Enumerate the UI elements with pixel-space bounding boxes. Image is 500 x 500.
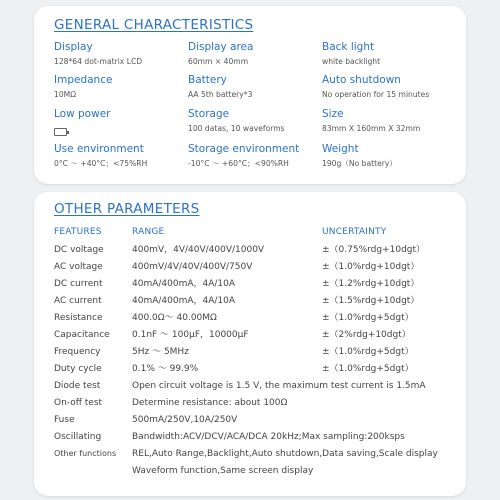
low-battery-icon: [54, 128, 67, 136]
spec-display: [54, 41, 194, 67]
spec-impedance: [54, 74, 194, 100]
table-row: [54, 412, 456, 428]
spec-label: Use environment: [54, 143, 144, 155]
feature-range: 40mA/400mA，4A/10A: [132, 279, 236, 289]
spec-value: No operation for 15 minutes: [322, 90, 430, 99]
table-row: [54, 463, 456, 479]
table-row: [54, 242, 456, 258]
spec-label: Display: [54, 41, 93, 53]
feature-name: Diode test: [54, 381, 101, 391]
feature-uncertainty: ±（1.0%rdg+5dgt）: [322, 313, 414, 323]
table-row: [54, 293, 456, 309]
spec-display-area: [188, 41, 328, 67]
feature-uncertainty: ±（1.2%rdg+10dgt）: [322, 279, 420, 289]
feature-name: DC current: [54, 279, 103, 289]
table-row: [54, 259, 456, 275]
feature-range: 0.1% ～ 99.9%: [132, 364, 199, 374]
table-row: [54, 446, 456, 462]
feature-range: 500mA/250V,10A/250V: [132, 415, 238, 425]
table-row: [54, 429, 456, 445]
header-features: FEATURES: [54, 227, 102, 237]
spec-battery: [188, 74, 328, 100]
spec-auto-shutdown: [322, 74, 462, 100]
spec-value: AA 5th battery*3: [188, 90, 253, 99]
spec-value: 128*64 dot-matrix LCD: [54, 57, 143, 66]
table-row: [54, 276, 456, 292]
table-row: [54, 361, 456, 377]
spec-label: Weight: [322, 143, 359, 155]
feature-uncertainty: ±（2%rdg+10dgt）: [322, 330, 411, 340]
feature-range: Bandwidth:ACV/DCV/ACA/DCA 20kHz;Max sampling:200ksps: [132, 432, 405, 442]
spec-storage: [188, 108, 328, 134]
feature-name: AC current: [54, 296, 102, 306]
feature-name: Other functions: [54, 449, 117, 458]
spec-size: [322, 108, 462, 134]
feature-range: 400.0Ω～ 40.00MΩ: [132, 313, 217, 323]
general-characteristics-title: GENERAL CHARACTERISTICS: [54, 17, 254, 33]
general-characteristics-card: [34, 6, 466, 184]
spec-label: Back light: [322, 41, 375, 53]
feature-name: Fuse: [54, 415, 75, 425]
spec-value: 0°C ～ +40°C；<75%RH: [54, 159, 148, 168]
header-uncertainty: UNCERTAINTY: [322, 227, 387, 237]
spec-value: 190g（No battery）: [322, 159, 397, 168]
feature-name: Capacitance: [54, 330, 110, 340]
feature-range: 400mV/4V/40V/400V/750V: [132, 262, 253, 272]
table-row: [54, 378, 456, 394]
table-row: [54, 327, 456, 343]
spec-use-environment: [54, 143, 194, 169]
feature-range: REL,Auto Range,Backlight,Auto shutdown,Data saving,Scale display: [132, 449, 438, 459]
spec-label: Display area: [188, 41, 254, 53]
feature-name: On-off test: [54, 398, 103, 408]
table-row: [54, 395, 456, 411]
params-header: [54, 224, 456, 240]
spec-label: Size: [322, 108, 344, 120]
spec-low-power: [54, 108, 194, 140]
feature-range: 400mV，4V/40V/400V/1000V: [132, 245, 265, 255]
feature-uncertainty: ±（0.75%rdg+10dgt）: [322, 245, 426, 255]
feature-range: Open circuit voltage is 1.5 V, the maximum test current is 1.5mA: [132, 381, 426, 391]
spec-label: Storage: [188, 108, 230, 120]
spec-storage-environment: [188, 143, 328, 169]
feature-uncertainty: ±（1.5%rdg+10dgt）: [322, 296, 420, 306]
header-range: RANGE: [132, 227, 165, 237]
table-row: [54, 310, 456, 326]
feature-uncertainty: ±（1.0%rdg+5dgt）: [322, 364, 414, 374]
feature-range: Determine resistance: about 100Ω: [132, 398, 288, 408]
feature-range: Waveform function,Same screen display: [132, 466, 314, 476]
other-parameters-card: [34, 192, 466, 496]
table-row: [54, 344, 456, 360]
feature-uncertainty: ±（1.0%rdg+10dgt）: [322, 262, 420, 272]
other-parameters-title: OTHER PARAMETERS: [54, 201, 200, 217]
spec-value: 100 datas, 10 waveforms: [188, 124, 285, 133]
feature-range: 0.1nF ～ 100μF，10000μF: [132, 330, 249, 340]
spec-label: Battery: [188, 74, 227, 86]
spec-label: Impedance: [54, 74, 113, 86]
feature-name: Frequency: [54, 347, 101, 357]
spec-value: 83mm X 160mm X 32mm: [322, 124, 421, 133]
feature-range: 40mA/400mA，4A/10A: [132, 296, 236, 306]
feature-name: AC voltage: [54, 262, 103, 272]
feature-name: Resistance: [54, 313, 103, 323]
spec-weight: [322, 143, 462, 169]
spec-value: 10MΩ: [54, 90, 77, 99]
feature-uncertainty: ±（1.0%rdg+5dgt）: [322, 347, 414, 357]
spec-value: white backlight: [322, 57, 381, 66]
feature-name: Oscillating: [54, 432, 102, 442]
feature-name: Duty cycle: [54, 364, 102, 374]
spec-label: Low power: [54, 108, 111, 120]
feature-range: 5Hz ～ 5MHz: [132, 347, 189, 357]
spec-label: Auto shutdown: [322, 74, 401, 86]
spec-value: 60mm × 40mm: [188, 57, 249, 66]
feature-name: DC voltage: [54, 245, 104, 255]
spec-label: Storage environment: [188, 143, 300, 155]
spec-value: -10°C ～ +60°C；<90%RH: [188, 159, 289, 168]
spec-back-light: [322, 41, 462, 67]
